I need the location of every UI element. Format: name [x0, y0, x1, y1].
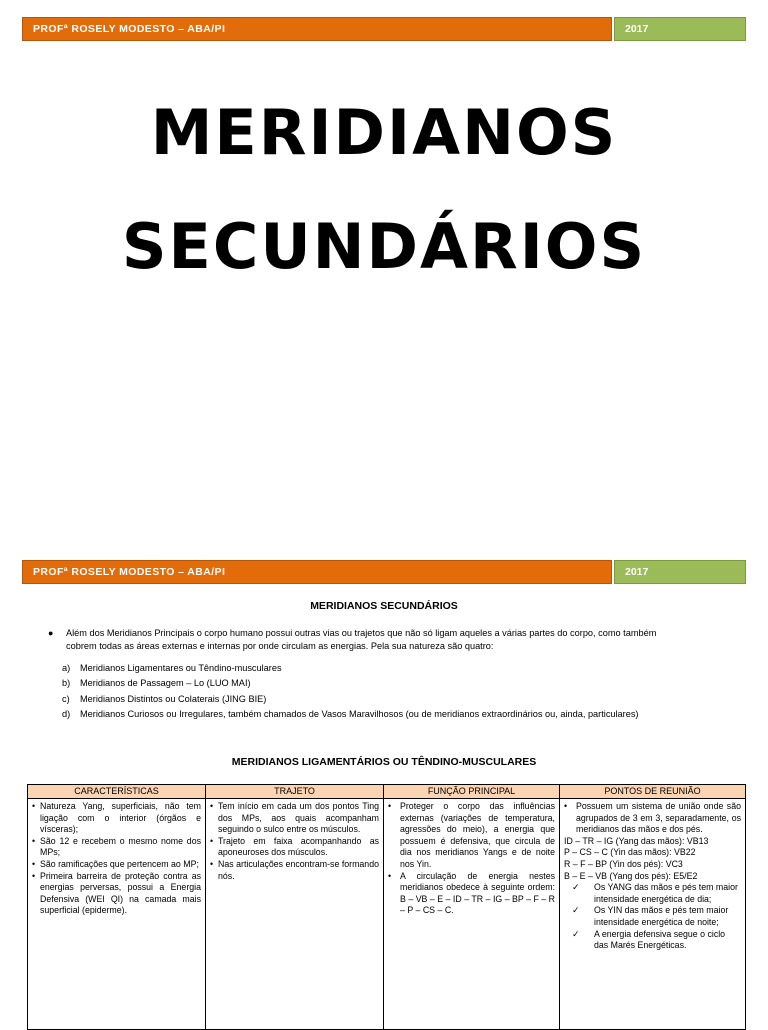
list-item: • Nas articulações encontram-se formando nós.	[210, 859, 379, 882]
meridian-types-list	[62, 661, 742, 722]
reunion-point: ID – TR – IG (Yang das mãos): VB13	[564, 835, 709, 846]
list-item: a) Meridianos Ligamentares ou Têndino-musculares	[62, 663, 282, 673]
bullet-icon: ●	[48, 628, 54, 638]
cell-funcao	[384, 799, 560, 1030]
list-item: b) Meridianos de Passagem – Lo (LUO MAI)	[62, 678, 251, 689]
check-item: ✓ Os YIN das mãos e pés tem maior intensidade energética de noite;	[572, 905, 729, 927]
section-title: MERIDIANOS SECUNDÁRIOS	[310, 600, 458, 612]
table-header-row	[28, 785, 746, 799]
header-year: 2017	[614, 17, 746, 41]
cell-caracteristicas	[28, 799, 206, 1030]
intro-paragraph	[48, 627, 738, 653]
checkmark-icon: ✓	[572, 882, 580, 893]
list-item: • Primeira barreira de proteção contra as energias perversas, possui a Energia Defensiva (WEI QI) na camada mais superficial (epiderme).	[32, 871, 201, 917]
reunion-point: P – CS – C (Yin das mãos): VB22	[564, 847, 696, 858]
cell-pontos	[560, 799, 746, 1030]
cover-title-line2: SECUNDÁRIOS	[121, 210, 647, 283]
list-item: • A circulação de energia nestes meridianos obedece à seguinte ordem: B – VB – E – ID – TR – IG – BP – F – R – P – CS – C.	[388, 871, 555, 917]
list-item: • São ramificações que pertencem ao MP;	[32, 859, 201, 871]
list-item: • Tem início em cada um dos pontos Ting dos MPs, aos quais acompanham seguindo o sulco entre os músculos.	[210, 801, 379, 836]
checkmark-icon: ✓	[572, 905, 580, 916]
column-header: FUNÇÃO PRINCIPAL	[384, 785, 560, 799]
list-item: • Trajeto em faixa acompanhando as aponeuroses dos músculos.	[210, 836, 379, 859]
checkmark-icon: ✓	[572, 928, 580, 939]
column-header: PONTOS DE REUNIÃO	[560, 785, 746, 799]
list-item: c) Meridianos Distintos ou Colaterais (JING BIE)	[62, 693, 267, 704]
tendino-muscular-table	[27, 784, 746, 1030]
page-header-2	[22, 560, 746, 584]
header-year: 2017	[614, 560, 746, 584]
list-item: • Possuem um sistema de união onde são agrupados de 3 em 3, separadamente, os meridianos das mãos e dos pés.	[564, 801, 741, 836]
cell-trajeto	[206, 799, 384, 1030]
column-header: TRAJETO	[206, 785, 384, 799]
list-item: • Natureza Yang, superficiais, não tem ligação com o interior (órgãos e vísceras);	[32, 801, 201, 836]
check-item: ✓ Os YANG das mãos e pés tem maior intensidade energética de dia;	[572, 882, 738, 904]
list-item: d) Meridianos Curiosos ou Irregulares, também chamados de Vasos Maravilhosos (ou de meridianos extraordinários ou, ainda, particulares)	[62, 708, 639, 719]
column-header: CARACTERÍSTICAS	[28, 785, 206, 799]
list-item: • Proteger o corpo das influências externas (variações de temperatura, agressões do meio), a energia que possuem é defensiva, que circula de dia nos meridianos Yangs e de noite nos Yin.	[388, 801, 555, 871]
cover-title-line1: MERIDIANOS	[150, 96, 618, 169]
reunion-point: B – E – VB (Yang dos pés): E5/E2	[564, 870, 698, 881]
header-author: PROFª ROSELY MODESTO – ABA/PI	[22, 560, 612, 584]
intro-line-2: cobrem todas as áreas externas e internas por onde circulam as energias. Pela sua natureza são quatro:	[66, 641, 494, 651]
reunion-point: R – F – BP (Yin dos pés): VC3	[564, 858, 683, 869]
table-row	[28, 799, 746, 1030]
page-header	[22, 17, 746, 41]
header-author: PROFª ROSELY MODESTO – ABA/PI	[22, 17, 612, 41]
intro-line-1: Além dos Meridianos Principais o corpo humano possui outras vias ou trajetos que não só ligam aqueles a várias partes do corpo, como também	[66, 628, 657, 638]
check-item: ✓ A energia defensiva segue o ciclo das Marés Energéticas.	[572, 928, 726, 951]
table-title: MERIDIANOS LIGAMENTÁRIOS OU TÊNDINO-MUSCULARES	[231, 756, 537, 768]
list-item: • São 12 e recebem o mesmo nome dos MPs;	[32, 836, 201, 859]
